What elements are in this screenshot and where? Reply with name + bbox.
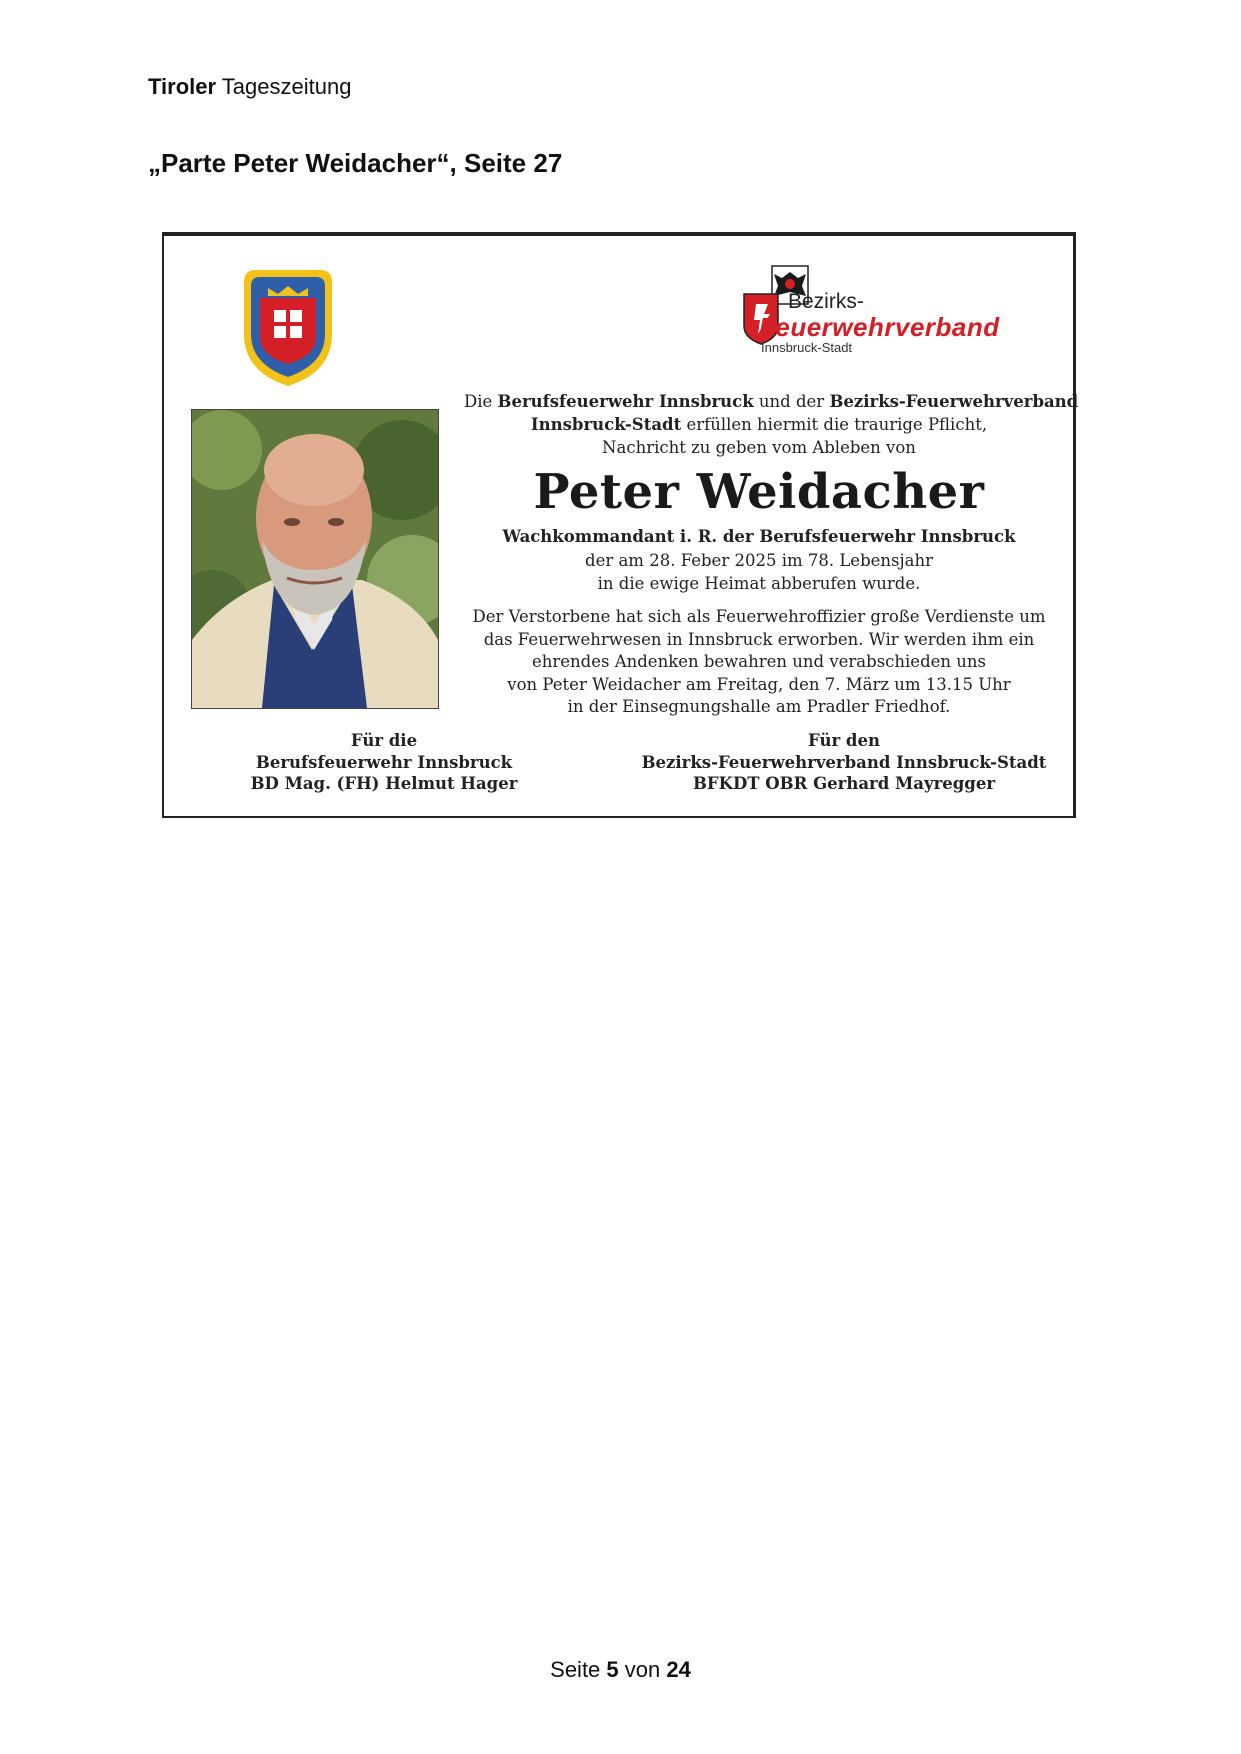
signature-feuerwehrverband	[634, 730, 1054, 795]
tribute-line: Der Verstorbene hat sich als Feuerwehroffizier große Verdienste um	[472, 607, 1046, 626]
footer-page-number: 5	[606, 1657, 619, 1682]
org-feuerwehrverband: Bezirks-Feuerwehrverband	[829, 392, 1079, 411]
publication-name-bold: Tiroler	[148, 74, 217, 99]
bfv-logo-line1: Bezirks-	[788, 290, 864, 313]
intro-line-2	[464, 413, 1054, 436]
bfv-logo-line2: Feuerwehrverband	[759, 312, 1000, 342]
tribute-line: das Feuerwehrwesen in Innsbruck erworben. Wir werden ihm ein	[483, 629, 1035, 649]
obituary-notice	[162, 232, 1079, 818]
death-info-line-1: der am 28. Feber 2025 im 78. Lebensjahr	[585, 551, 933, 570]
footer-page-total: 24	[666, 1657, 691, 1682]
signature-berufsfeuerwehr	[234, 730, 534, 795]
org-berufsfeuerwehr: Berufsfeuerwehr Innsbruck	[497, 392, 754, 411]
tribute-line: von Peter Weidacher am Freitag, den 7. März um 13.15 Uhr	[507, 674, 1011, 694]
signature-left-line-3: BD Mag. (FH) Helmut Hager	[250, 774, 518, 793]
tribute-line: ehrendes Andenken bewahren und verabschieden uns	[531, 652, 986, 671]
intro-line-1	[464, 390, 1079, 413]
intro-prefix: Die	[464, 392, 498, 411]
death-info	[464, 549, 1054, 595]
portrait-photo	[191, 409, 439, 709]
org-innsbruck-stadt: Innsbruck-Stadt	[530, 415, 682, 434]
signature-right-line-3: BFKDT OBR Gerhard Mayregger	[692, 774, 996, 793]
intro-conjunction: und der	[753, 392, 830, 411]
document-title: „Parte Peter Weidacher“, Seite 27	[148, 148, 563, 178]
intro-line-3: Nachricht zu geben vom Ableben von	[602, 438, 916, 457]
signature-left-line-1: Für die	[350, 731, 418, 750]
signature-left-line-2: Berufsfeuerwehr Innsbruck	[255, 752, 513, 772]
signature-right-line-2: Bezirks-Feuerwehrverband Innsbruck-Stadt	[641, 752, 1047, 772]
bfv-logo-line3: Innsbruck-Stadt	[761, 340, 853, 355]
publication-name	[148, 74, 351, 100]
death-info-line-2: in die ewige Heimat abberufen wurde.	[597, 574, 921, 593]
publication-name-rest: Tageszeitung	[216, 74, 352, 99]
deceased-rank: Wachkommandant i. R. der Berufsfeuerwehr Innsbruck	[502, 527, 1016, 546]
footer-prefix: Seite	[550, 1657, 607, 1682]
deceased-name: Peter Weidacher	[533, 464, 985, 520]
tribute-line: in der Einsegnungshalle am Pradler Friedhof.	[567, 697, 951, 716]
page-footer	[0, 1657, 1241, 1683]
tribute-text	[464, 606, 1054, 719]
footer-middle: von	[618, 1657, 667, 1682]
fire-brigade-crest-icon	[238, 264, 338, 390]
intro-duty-text: erfüllen hiermit die traurige Pflicht,	[681, 415, 988, 434]
signature-right-line-1: Für den	[808, 731, 880, 750]
intro-text	[464, 390, 1079, 459]
